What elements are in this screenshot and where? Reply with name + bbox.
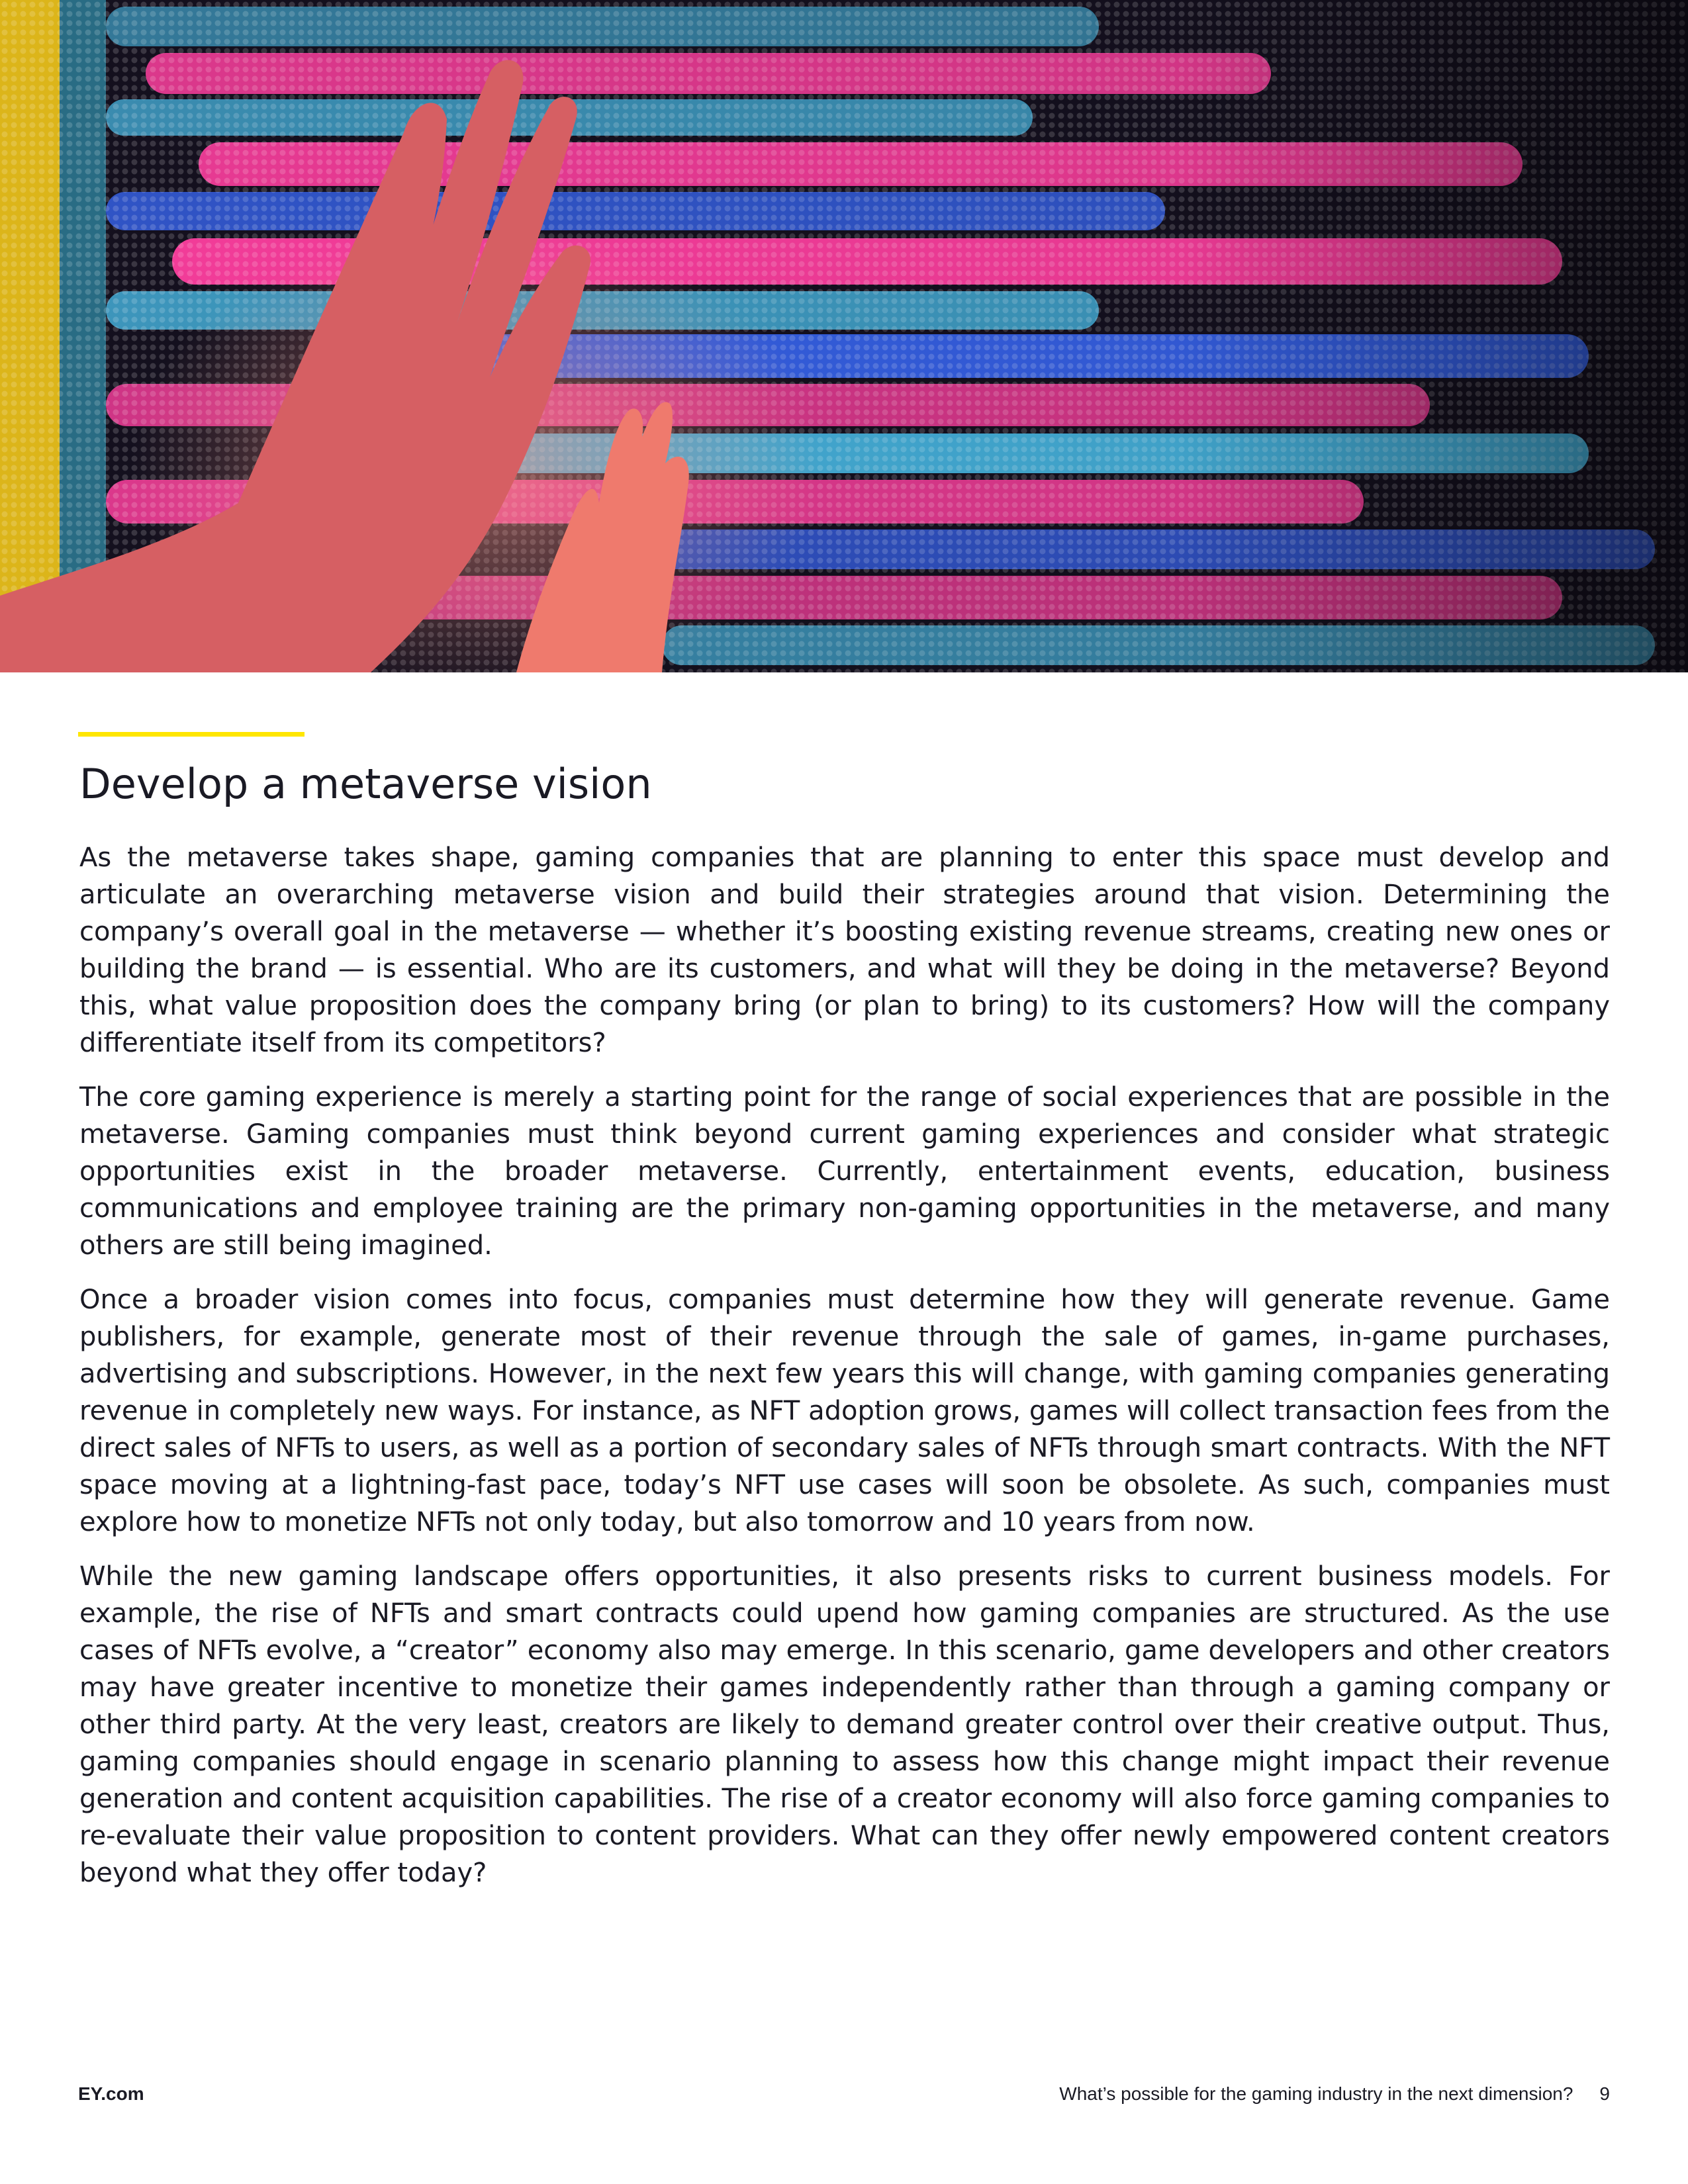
- article-body: [79, 839, 1610, 1909]
- paragraph: Once a broader vision comes into focus, companies must determine how they will generate revenue. Game publishers, for example, generate most of their revenue through the sale of games, in-game purchases, advertising and subscriptions. However, in the next few years this will change, with gaming companies generating revenue in completely new ways. For instance, as NFT adoption grows, games will collect transaction fees from the direct sales of NFTs to users, as well as a portion of secondary sales of NFTs through smart contracts. With the NFT space moving at a lightning-fast pace, today’s NFT use cases will soon be obsolete. As such, companies must explore how to monetize NFTs not only today, but also tomorrow and 10 years from now.: [79, 1285, 1610, 1537]
- footer-info: [1059, 2083, 1610, 2105]
- hero-image: [0, 0, 1688, 672]
- accent-bar: [78, 732, 305, 737]
- footer-site-link[interactable]: EY.com: [78, 2083, 144, 2104]
- footer-title: What’s possible for the gaming industry in the next dimension?: [1059, 2083, 1573, 2104]
- paragraph: As the metaverse takes shape, gaming companies that are planning to enter this space must develop and articulate an overarching metaverse vision and build their strategies around that vision. Determining the company’s overall goal in the metaverse — whether it’s boosting existing revenue streams, creating new ones or building the brand — is essential. Who are its customers, and what will they be doing in the metaverse? Beyond this, what value proposition does the company bring (or plan to bring) to its customers? How will the company differentiate itself from its competitors?: [79, 842, 1610, 1058]
- page-number: 9: [1599, 2083, 1610, 2104]
- paragraph: The core gaming experience is merely a starting point for the range of social experiences that are possible in the metaverse. Gaming companies must think beyond current gaming experiences and consider what strategic opportunities exist in the broader metaverse. Currently, entertainment events, education, business communications and employee training are the primary non-gaming opportunities in the metaverse, and many others are still being imagined.: [79, 1082, 1610, 1261]
- section-heading: Develop a metaverse vision: [79, 760, 652, 808]
- paragraph: While the new gaming landscape offers opportunities, it also presents risks to current business models. For example, the rise of NFTs and smart contracts could upend how gaming companies are structured. As the use cases of NFTs evolve, a “creator” economy also may emerge. In this scenario, game developers and other creators may have greater incentive to monetize their games independently rather than through a gaming company or other third party. At the very least, creators are likely to demand greater control over their creative output. Thus, gaming companies should engage in scenario planning to assess how this change might impact their revenue generation and content acquisition capabilities. The rise of a creator economy will also force gaming companies to re-evaluate their value proposition to content providers. What can they offer newly empowered content creators beyond what they offer today?: [79, 1561, 1610, 1888]
- led-screen-illustration: [0, 0, 1688, 672]
